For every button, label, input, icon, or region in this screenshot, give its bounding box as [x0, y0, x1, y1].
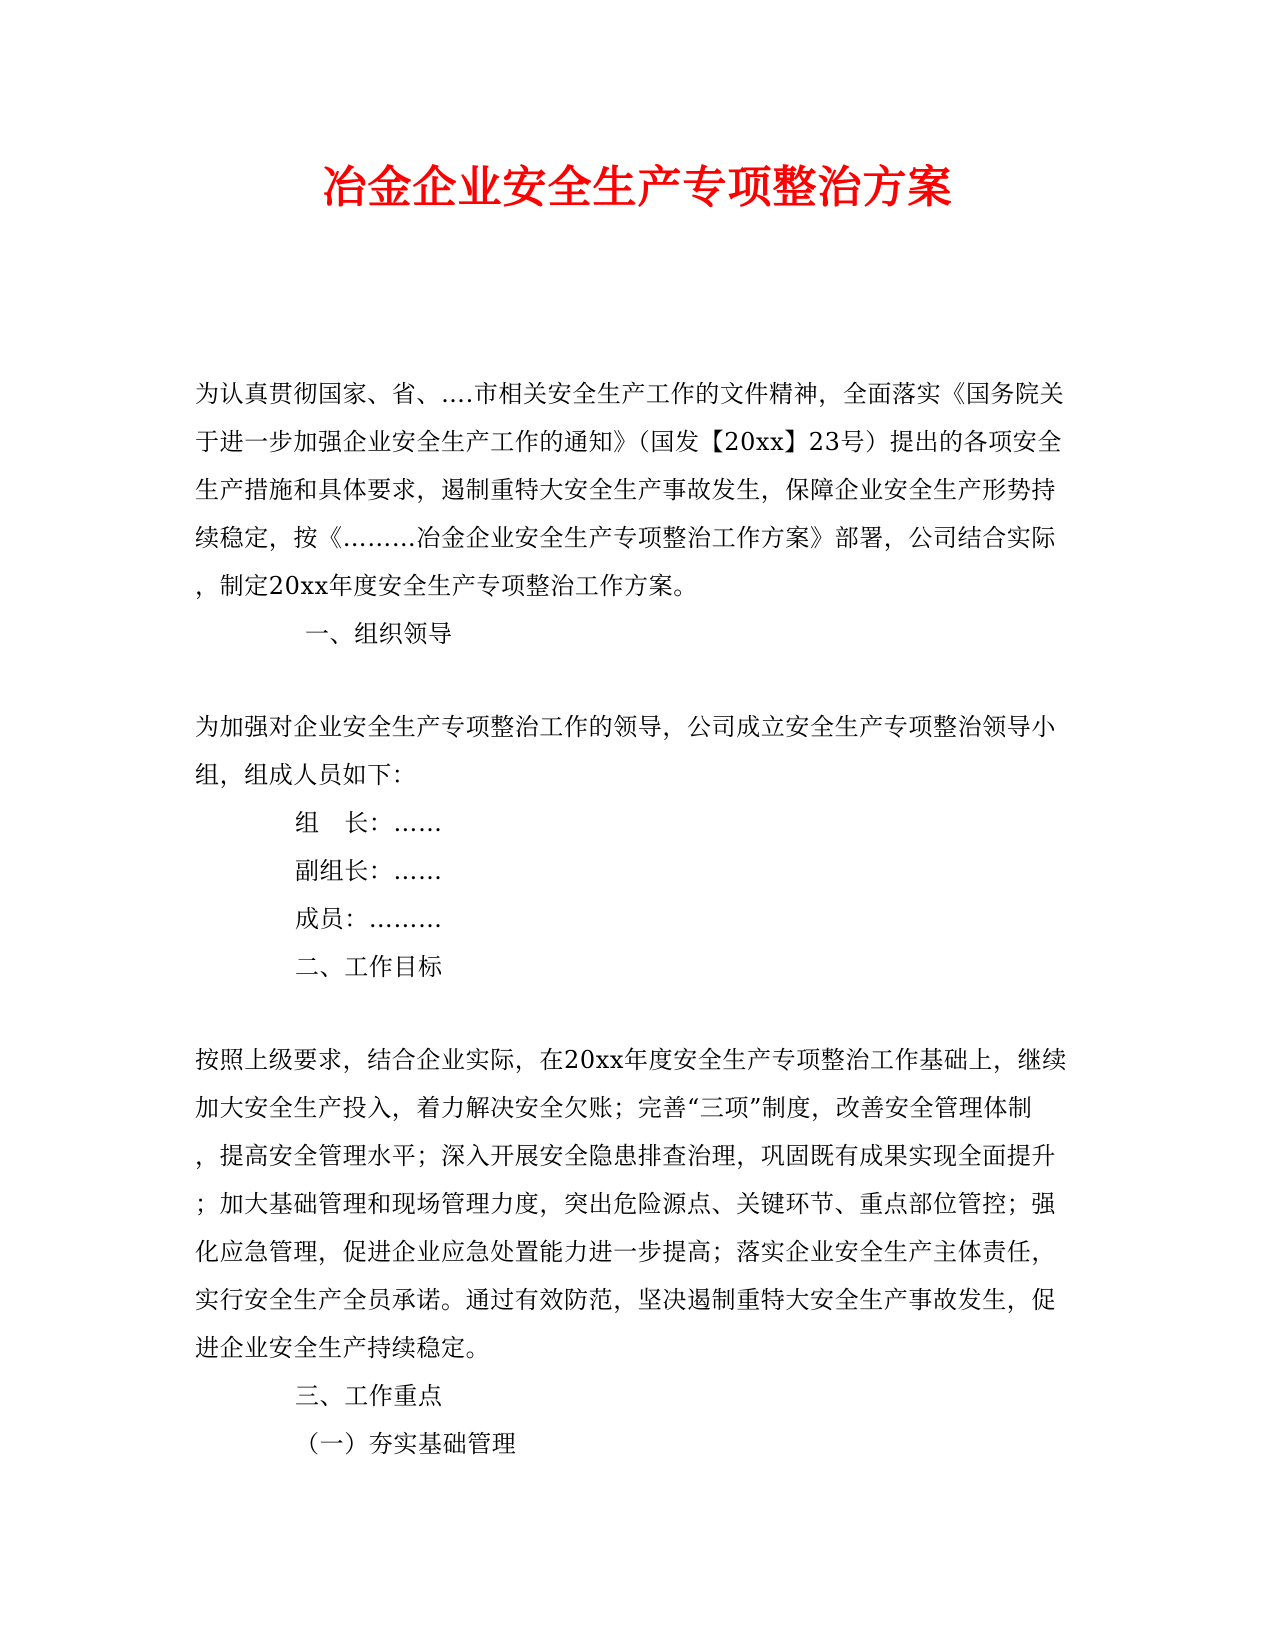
- section2-line-4: ；加大基础管理和现场管理力度，突出危险源点、关键环节、重点部位管控；强: [195, 1190, 1056, 1218]
- section1-line-2: 组，组成人员如下：: [195, 761, 417, 789]
- intro-line-2: 于进一步加强企业安全生产工作的通知》（国发【20xx】23号）提出的各项安全: [195, 428, 1062, 456]
- section-heading-1: 一、组织领导: [305, 620, 453, 648]
- section-heading-2: 二、工作目标: [295, 953, 443, 981]
- section2-line-6: 实行安全生产全员承诺。通过有效防范，坚决遏制重特大安全生产事故发生，促: [195, 1286, 1056, 1314]
- leader-line: 组 长：……: [295, 809, 443, 837]
- section1-line-1: 为加强对企业安全生产专项整治工作的领导，公司成立安全生产专项整治领导小: [195, 713, 1056, 741]
- section2-line-3: ，提高安全管理水平；深入开展安全隐患排查治理，巩固既有成果实现全面提升: [195, 1142, 1056, 1170]
- section2-line-1: 按照上级要求，结合企业实际，在20xx年度安全生产专项整治工作基础上，继续: [195, 1046, 1067, 1074]
- page-title: 冶金企业安全生产专项整治方案: [322, 162, 953, 213]
- members-line: 成员：………: [295, 905, 443, 933]
- intro-line-5: ，制定20xx年度安全生产专项整治工作方案。: [195, 572, 698, 600]
- subsection-heading-3-1: （一）夯实基础管理: [295, 1430, 517, 1458]
- deputy-leader-line: 副组长：……: [295, 857, 443, 885]
- section2-line-5: 化应急管理，促进企业应急处置能力进一步提高；落实企业安全生产主体责任，: [195, 1238, 1056, 1266]
- section2-line-2: 加大安全生产投入，着力解决安全欠账；完善“三项”制度，改善安全管理体制: [195, 1094, 1033, 1122]
- intro-line-1: 为认真贯彻国家、省、….市相关安全生产工作的文件精神，全面落实《国务院关: [195, 380, 1065, 408]
- intro-line-3: 生产措施和具体要求，遏制重特大安全生产事故发生，保障企业安全生产形势持: [195, 476, 1056, 504]
- section2-line-7: 进企业安全生产持续稳定。: [195, 1334, 491, 1362]
- intro-line-4: 续稳定，按《………冶金企业安全生产专项整治工作方案》部署，公司结合实际: [195, 524, 1056, 552]
- section-heading-3: 三、工作重点: [295, 1382, 443, 1410]
